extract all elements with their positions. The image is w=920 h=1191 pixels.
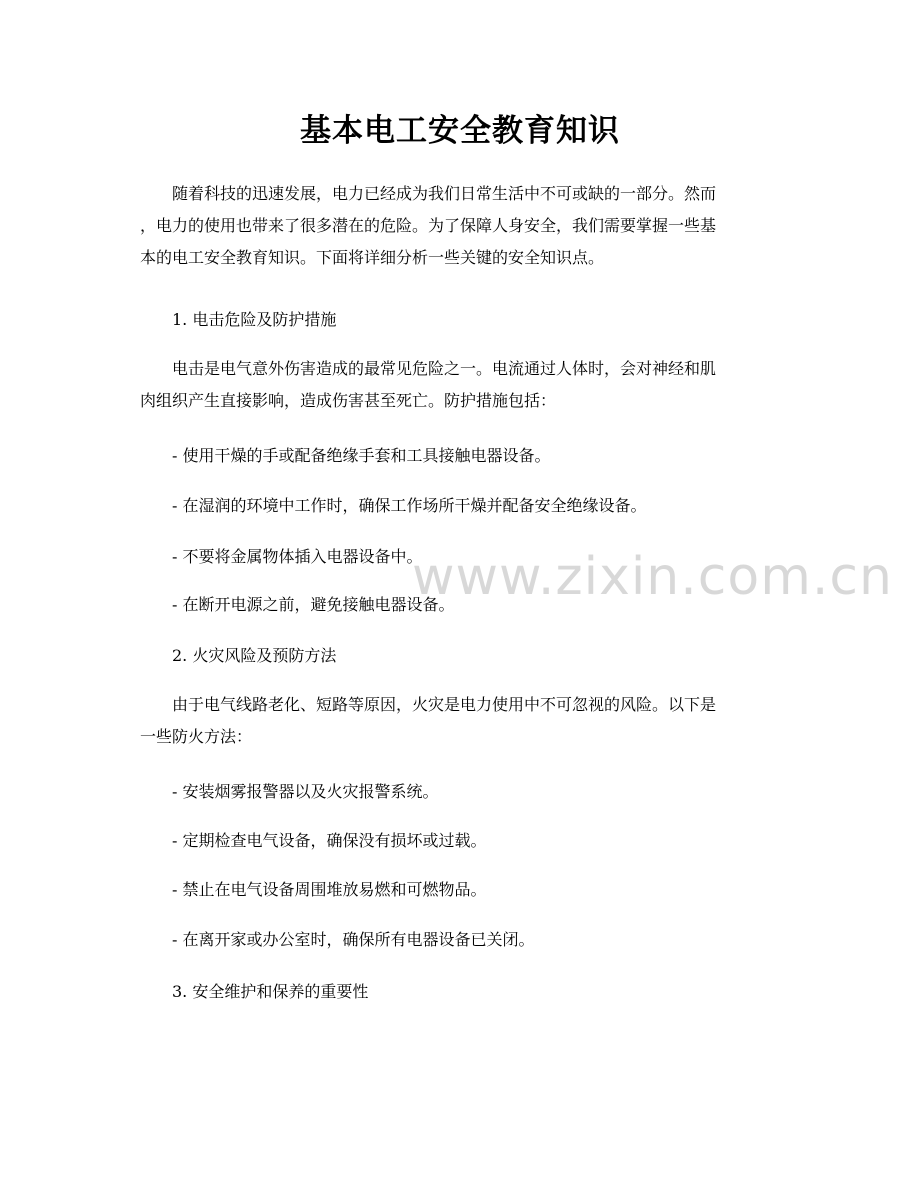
document-title: 基本电工安全教育知识	[300, 113, 620, 149]
section-2-list-item: - 定期检查电气设备，确保没有损坏或过载。	[172, 831, 487, 850]
section-1-list-item: - 在湿润的环境中工作时，确保工作场所干燥并配备安全绝缘设备。	[172, 496, 647, 515]
section-1-list-item: - 不要将金属物体插入电器设备中。	[172, 547, 423, 566]
section-2-list-item: - 安装烟雾报警器以及火灾报警系统。	[172, 782, 439, 801]
section-1-list-item: - 在断开电源之前，避免接触电器设备。	[172, 595, 455, 614]
intro-line-3: 本的电工安全教育知识。下面将详细分析一些关键的安全知识点。	[140, 248, 605, 267]
intro-line-1: 随着科技的迅速发展，电力已经成为我们日常生活中不可或缺的一部分。然而	[172, 184, 717, 203]
section-2-para-line-1: 由于电气线路老化、短路等原因，火灾是电力使用中不可忽视的风险。以下是	[172, 695, 717, 714]
section-2-para-line-2: 一些防火方法：	[140, 727, 253, 746]
section-1-list-item: - 使用干燥的手或配备绝缘手套和工具接触电器设备。	[172, 446, 551, 465]
intro-line-2: ，电力的使用也带来了很多潜在的危险。为了保障人身安全，我们需要掌握一些基	[140, 216, 717, 235]
section-1-para-line-2: 肉组织产生直接影响，造成伤害甚至死亡。防护措施包括：	[140, 391, 557, 410]
section-1-para-line-1: 电击是电气意外伤害造成的最常见危险之一。电流通过人体时，会对神经和肌	[172, 359, 717, 378]
section-3-heading: 3. 安全维护和保养的重要性	[172, 982, 369, 1001]
section-2-list-item: - 在离开家或办公室时，确保所有电器设备已关闭。	[172, 930, 535, 949]
section-2-heading: 2. 火灾风险及预防方法	[172, 646, 337, 665]
section-2-list-item: - 禁止在电气设备周围堆放易燃和可燃物品。	[172, 880, 487, 899]
section-1-heading: 1. 电击危险及防护措施	[172, 310, 337, 329]
watermark-text: www.zixin.com.cn	[412, 547, 893, 607]
